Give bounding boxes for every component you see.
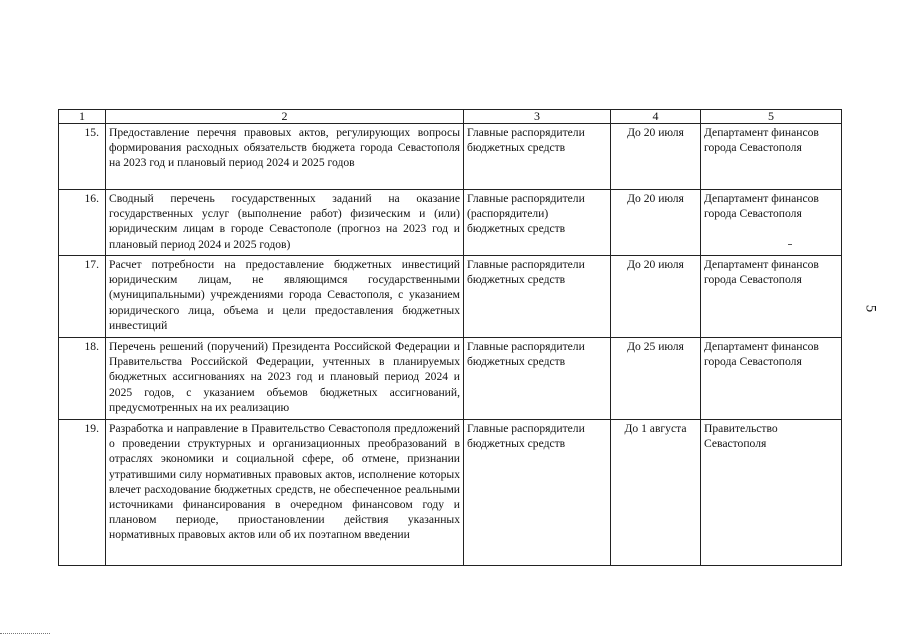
header-cell-1: 1: [59, 110, 106, 124]
table-row: [59, 190, 842, 256]
row-executor: Главные распорядители бюджетных средств: [464, 256, 611, 338]
scan-edge-mark: [0, 633, 50, 637]
row-description: Расчет потребности на предоставление бюджетных инвестиций юридическим лицам, не являющимся государственными (муниципальными) учреждениями города Севастополя, с указанием юридического лица, объема и цели предоставления бюджетных инвестиций: [106, 256, 464, 338]
table-row: [59, 256, 842, 338]
row-description: Перечень решений (поручений) Президента Российской Федерации и Правительства Российской Федерации, учтенных в планируемых бюджетных ассигнованиях на 2023 год и плановый период 2024 и 2025 годов, с указанием объемов бюджетных ассигнований, предусмотренных на их реализацию: [106, 338, 464, 420]
header-cell-2: 2: [106, 110, 464, 124]
header-cell-3: 3: [464, 110, 611, 124]
page-number: 5: [862, 304, 879, 313]
row-recipient: Департамент финансов города Севастополя: [701, 256, 842, 338]
row-number: 19.: [59, 420, 106, 566]
row-deadline: До 1 августа: [611, 420, 701, 566]
row-executor: Главные распорядители бюджетных средств: [464, 420, 611, 566]
row-recipient: Департамент финансов города Севастополя: [701, 338, 842, 420]
row-description: Сводный перечень государственных заданий на оказание государственных услуг (выполнение работ) физическим и (или) юридическим лицам в городе Севастополе (прогноз на 2023 год и плановый период 2024 и 2025 годов): [106, 190, 464, 256]
plan-table: [58, 109, 842, 566]
row-recipient: Правительство Севастополя: [701, 420, 842, 566]
row-number: 18.: [59, 338, 106, 420]
row-recipient: Департамент финансов города Севастополя: [701, 190, 842, 256]
row-executor: Главные распорядители бюджетных средств: [464, 124, 611, 190]
row-deadline: До 20 июля: [611, 124, 701, 190]
row-number: 17.: [59, 256, 106, 338]
row-recipient: Департамент финансов города Севастополя: [701, 124, 842, 190]
row-number: 15.: [59, 124, 106, 190]
header-cell-5: 5: [701, 110, 842, 124]
table-row: [59, 124, 842, 190]
row-number: 16.: [59, 190, 106, 256]
row-deadline: До 20 июля: [611, 256, 701, 338]
row-description: Разработка и направление в Правительство Севастополя предложений о проведении структурных и организационных преобразований в отраслях экономики и социальной сфере, об отмене, признании утратившими силу нормативных правовых актов, исполнение которых влечет расходование бюджетных средств, не обеспеченное реальными источниками финансирования в очередном финансовом году и плановом периоде, приостановлении действия указанных нормативных правовых актов или об их поэтапном введении: [106, 420, 464, 566]
header-cell-4: 4: [611, 110, 701, 124]
table-row: [59, 338, 842, 420]
row-deadline: До 25 июля: [611, 338, 701, 420]
row-executor: Главные распорядители бюджетных средств: [464, 338, 611, 420]
row-description: Предоставление перечня правовых актов, регулирующих вопросы формирования расходных обязательств бюджета города Севастополя на 2023 год и плановый период 2024 и 2025 годов: [106, 124, 464, 190]
table-row: [59, 420, 842, 566]
row-executor: Главные распорядители (распорядители) бюджетных средств: [464, 190, 611, 256]
table-header-row: [59, 110, 842, 124]
row-deadline: До 20 июля: [611, 190, 701, 256]
